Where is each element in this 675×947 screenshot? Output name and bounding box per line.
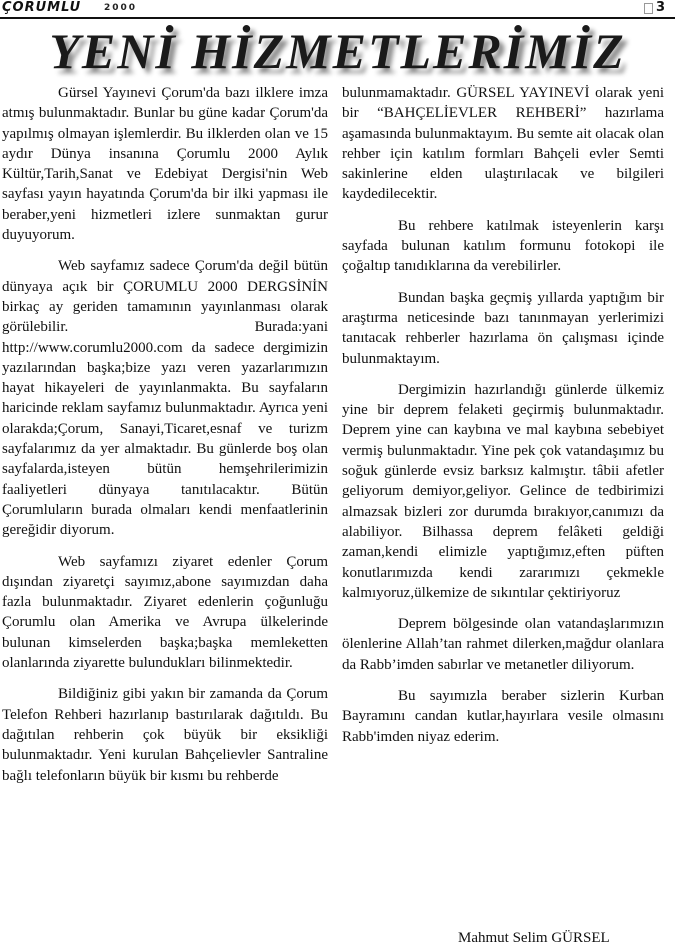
magazine-brand: ÇORUMLU: [2, 0, 82, 15]
right-column: [342, 83, 664, 758]
page-number: 3: [655, 0, 665, 15]
author-signature: Mahmut Selim GÜRSEL: [458, 930, 610, 946]
paragraph: Bu rehbere katılmak isteyenlerin karşı sayfada bulunan katılım formunu fotokopi ile çoğaltıp tanıdıklarına da verebilirler.: [342, 217, 664, 275]
header-rule: [0, 17, 675, 19]
article-title: YENİ HİZMETLERİMİZ: [49, 23, 626, 79]
paragraph: Bu sayımızla beraber sizlerin Kurban Bayramını candan kutlar,hayırlara vesile olmasını Rabb'imden niyaz ederim.: [342, 688, 664, 745]
magazine-year: 2000: [104, 3, 138, 13]
paragraph: Dergimizin hazırlandığı günlerde ülkemiz yine bir deprem felaketi geçirmiş bulunmaktadır. Deprem yine can kaybına ve mal kaybına sebebiyet vermiş bulunmaktadır. Yine pek çok vatandaşımız bu soğuk günlerde evsiz barksız kalmıştır. tâbii afetler geliyorum demiyor,geliyor. Gelince de tedbirimizi almazsak bizleri zor durumda bırakıyor,canımızı da alabiliyor. Bilhassa deprem felâketi geldiği zaman,kendi elimizle yaptığımız,eften püften konutlarımızda kendi zararımızı çekmekle kalmıyoruz,ülkemize de sıkıntılar çektiriyoruz: [342, 381, 664, 601]
paragraph: bulunmamaktadır. GÜRSEL YAYINEVİ olarak yeni bir “BAHÇELİEVLER REHBERİ” hazırlama aşamasında bulunmaktayım. Bu semte ait olacak olan rehber için katılım formları Bahçeli evler Semti sakinlerine elden ulaştırılacak ve bilgileri kaydedilecektir.: [342, 85, 664, 203]
paragraph: Bundan başka geçmiş yıllarda yaptığım bir araştırma neticesinde bazı tanınmayan yerlerimizi tanıtacak rehberler hazırlama ön çalışması içinde bulunmaktayım.: [342, 289, 664, 367]
article-body: [0, 83, 675, 945]
paragraph: Gürsel Yayınevi Çorum'da bazı ilklere imza atmış bulunmaktadır. Bunlar bu güne kadar Çorum'da yapılmış olmayan işlemlerdir. Bu ilklerden olan ve 15 aydır Dünya insanına Çorumlu 2000 Aylık Kültür,Tarih,Sanat ve Edebiyat Dergisi'nin Web sayfası yayın hayatında Çorum'da bir ilki yapması ile beraber,yeni hizmetleri izlere sunmaktan gurur duyuyorum.: [2, 85, 328, 244]
paragraph: Bildiğiniz gibi yakın bir zamanda da Çorum Telefon Rehberi hazırlanıp bastırılarak dağıtıldı. Bu dağıtılan rehberin çok büyük bir eksikliği bulunmaktadır. Yeni kurulan Bahçelievler Santraline bağlı telefonların büyük bir kısmı bu rehberde: [2, 686, 328, 784]
paragraph: Deprem bölgesinde olan vatandaşlarımızın ölenlerine Allah’tan rahmet dilerken,mağdur olanlara da Rabb’imden sabırlar ve metanetler diliyorum.: [342, 616, 664, 673]
paragraph: Web sayfamız sadece Çorum'da değil bütün dünyaya açık bir ÇORUMLU 2000 DERGSİNİN birkaç ay geriden tamamının yayınlanması olarak görülebilir. Burada:yani http://www.corumlu2000.com da sadece dergimizin yazılarından başka;bize yazı veren yazarlarımızın hayat hikayeleri de yayınlanmakta. Bu sayfaların haricinde reklam sayfamız bulunmaktadır. Ayrıca yeni olarakda;Çorum, Sanayi,Ticaret,esnaf ve turizm sayfalarımız da yer almaktadır. Bu günlerde boş olan sayfalarda,isteyen bütün hemşehrilerimizin faaliyetleri dünyaya tanıtılacaktır. Bütün Çorumluların burada olmaları kendi menfaatlerinin gereğidir diyorum.: [2, 258, 328, 539]
page-header: [0, 0, 675, 22]
left-column: [2, 83, 328, 797]
paragraph: Web sayfamızı ziyaret edenler Çorum dışından ziyaretçi sayımız,abone sayımızdan daha fazla bulunmaktadır. Ziyaret edenlerin çoğunluğu Çorumlu olan Amerika ve Avrupa ülkelerinde bulunan kimselerden başka;başka memleketten olanlarında ziyarette bulundukları bilinmektedir.: [2, 553, 328, 672]
page-number-box-icon: [644, 3, 653, 14]
